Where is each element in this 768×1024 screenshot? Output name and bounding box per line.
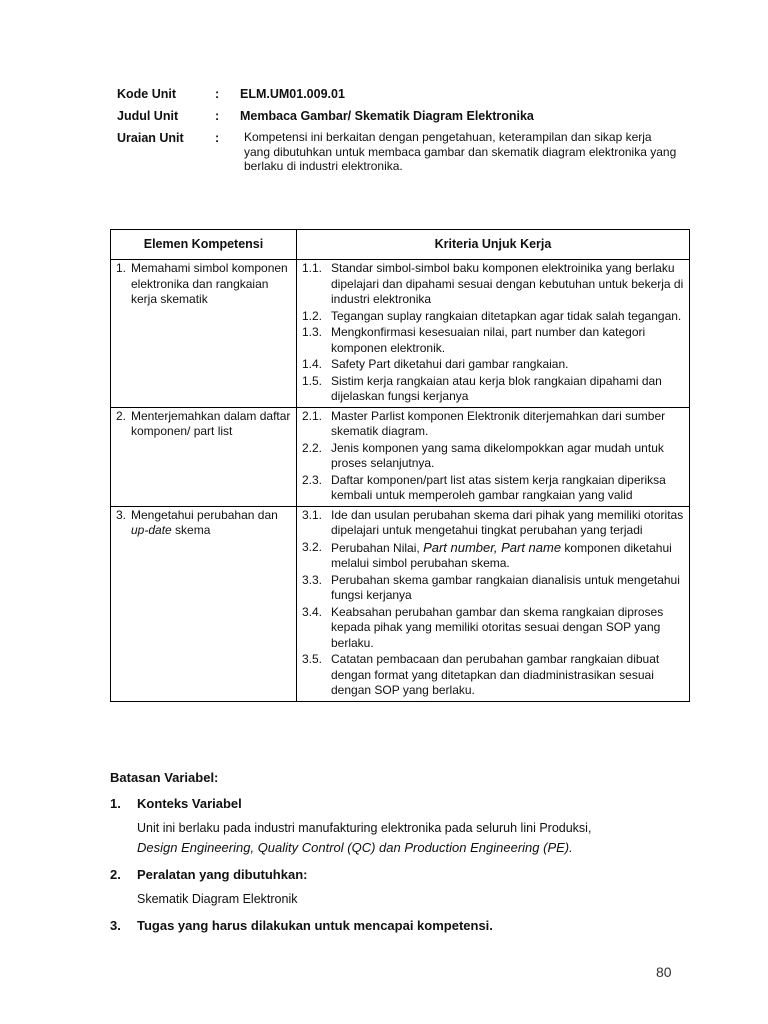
batasan-item xyxy=(110,918,710,933)
table-row xyxy=(111,506,690,701)
kriteria-item xyxy=(302,573,685,604)
kriteria-cell xyxy=(297,506,690,701)
col-header-elemen: Elemen Kompetensi xyxy=(111,230,297,260)
judul-unit-label: Judul Unit xyxy=(117,109,179,123)
kriteria-text: Keabsahan perubahan gambar dan skema rangkaian diproses kepada pihak yang memiliki otoritas sesuai dengan SOP yang berlaku. xyxy=(331,604,664,650)
table-row xyxy=(111,407,690,506)
kriteria-number: 1.4. xyxy=(302,357,323,371)
kriteria-number: 3.5. xyxy=(302,652,323,666)
uraian-unit-label: Uraian Unit xyxy=(117,131,184,145)
kriteria-cell xyxy=(297,407,690,506)
kriteria-text: Daftar komponen/part list atas sistem kerja rangkaian diperiksa kembali untuk memperoleh gambar rangkaian yang valid xyxy=(331,472,666,502)
konteks-text: Unit ini berlaku pada industri manufakturing elektronika pada seluruh lini Produksi, xyxy=(137,821,592,835)
kode-unit-value: ELM.UM01.009.01 xyxy=(240,87,345,101)
elemen-number: 3. xyxy=(116,507,127,522)
elemen-number: 1. xyxy=(116,261,127,275)
kriteria-text: Master Parlist komponen Elektronik diterjemahkan dari sumber skematik diagram. xyxy=(331,408,666,438)
kriteria-text: Catatan pembacaan dan perubahan gambar rangkaian dibuat dengan format yang ditetapkan dan diadministrasikan sesuai dengan SOP yang berlaku. xyxy=(331,652,660,697)
elemen-text: Memahami simbol komponen elektronika dan rangkaian kerja skematik xyxy=(131,261,288,306)
kriteria-item xyxy=(302,374,685,405)
colon: : xyxy=(215,131,220,145)
batasan-item xyxy=(110,796,710,811)
page-number: 80 xyxy=(656,964,672,980)
kriteria-item xyxy=(302,605,685,652)
kriteria-text: Jenis komponen yang sama dikelompokkan agar mudah untuk proses selanjutnya. xyxy=(331,440,664,470)
kriteria-cell xyxy=(297,260,690,408)
kriteria-text: Standar simbol-simbol baku komponen elektroinika yang berlaku dipelajari dan dipahami sesuai dengan kebutuhan untuk bekerja di industri elektronika xyxy=(331,261,684,306)
elemen-cell xyxy=(111,506,297,701)
competency-table xyxy=(110,229,690,702)
kriteria-number: 1.2. xyxy=(302,308,323,323)
kode-unit-row xyxy=(117,86,677,102)
batasan-item-body xyxy=(110,889,710,909)
table-header-row xyxy=(111,230,690,260)
kriteria-item xyxy=(302,441,685,472)
batasan-item xyxy=(110,867,710,882)
kriteria-item xyxy=(302,508,685,539)
kriteria-text: Sistim kerja rangkaian atau kerja blok rangkaian dipahami dan dijelaskan fungsi kerjanya xyxy=(331,373,662,403)
batasan-title: Batasan Variabel: xyxy=(110,770,219,785)
unit-header xyxy=(117,86,677,180)
kriteria-item xyxy=(302,261,685,308)
kode-unit-label: Kode Unit xyxy=(117,87,177,101)
kriteria-text: Perubahan skema gambar rangkaian dianalisis untuk mengetahui fungsi kerjanya xyxy=(331,572,680,602)
kriteria-number: 1.1. xyxy=(302,261,323,275)
kriteria-item xyxy=(302,309,685,325)
kriteria-number: 3.2. xyxy=(302,539,323,554)
kriteria-text: Tegangan suplay rangkaian ditetapkan agar tidak salah tegangan. xyxy=(331,308,682,323)
batasan-item-number: 1. xyxy=(110,796,121,811)
colon: : xyxy=(215,87,220,101)
kriteria-text: Perubahan Nilai, Part number, Part name komponen diketahui melalui simbol perubahan skema. xyxy=(331,539,672,570)
colon: : xyxy=(215,109,220,123)
kriteria-item xyxy=(302,325,685,356)
kriteria-text: Ide dan usulan perubahan skema dari pihak yang memiliki otoritas dipelajari untuk mengetahui tingkat perubahan yang terjadi xyxy=(331,507,684,537)
batasan-variabel xyxy=(110,770,710,933)
elemen-number: 2. xyxy=(116,408,127,423)
uraian-unit-value: Kompetensi ini berkaitan dengan pengetahuan, keterampilan dan sikap kerja yang dibutuhkan untuk membaca gambar dan skematik diagram elektronika yang berlaku di industri elektronika. xyxy=(244,130,677,173)
judul-unit-value: Membaca Gambar/ Skematik Diagram Elektronika xyxy=(240,109,534,123)
elemen-cell xyxy=(111,260,297,408)
batasan-item-number: 2. xyxy=(110,867,121,882)
kriteria-number: 3.4. xyxy=(302,604,323,619)
kriteria-item xyxy=(302,540,685,572)
col-header-kriteria: Kriteria Unjuk Kerja xyxy=(297,230,690,260)
kriteria-item xyxy=(302,409,685,440)
kriteria-number: 2.1. xyxy=(302,408,323,423)
uraian-unit-row xyxy=(117,130,677,174)
kriteria-number: 1.3. xyxy=(302,325,323,339)
kriteria-item xyxy=(302,652,685,699)
batasan-item-title: Konteks Variabel xyxy=(137,796,242,811)
batasan-item-body xyxy=(110,818,710,858)
peralatan-text: Skematik Diagram Elektronik xyxy=(137,892,298,906)
elemen-cell xyxy=(111,407,297,506)
judul-unit-row xyxy=(117,108,677,124)
kriteria-item xyxy=(302,473,685,504)
kriteria-number: 2.2. xyxy=(302,440,323,455)
batasan-item-title: Tugas yang harus dilakukan untuk mencapai kompetensi. xyxy=(137,918,493,933)
batasan-item-number: 3. xyxy=(110,918,121,933)
kriteria-text: Mengkonfirmasi kesesuaian nilai, part number dan kategori komponen elektronik. xyxy=(331,325,646,355)
elemen-text: Mengetahui perubahan dan up-date skema xyxy=(131,507,278,537)
kriteria-text: Safety Part diketahui dari gambar rangkaian. xyxy=(331,357,569,371)
konteks-italic-text: Design Engineering, Quality Control (QC) dan Production Engineering (PE). xyxy=(137,840,573,855)
batasan-item-title: Peralatan yang dibutuhkan: xyxy=(137,867,308,882)
kriteria-number: 2.3. xyxy=(302,472,323,487)
kriteria-number: 1.5. xyxy=(302,373,323,388)
table-row xyxy=(111,260,690,408)
elemen-text: Menterjemahkan dalam daftar komponen/ part list xyxy=(131,408,291,438)
kriteria-item xyxy=(302,357,685,373)
kriteria-number: 3.1. xyxy=(302,507,323,522)
kriteria-number: 3.3. xyxy=(302,572,323,587)
